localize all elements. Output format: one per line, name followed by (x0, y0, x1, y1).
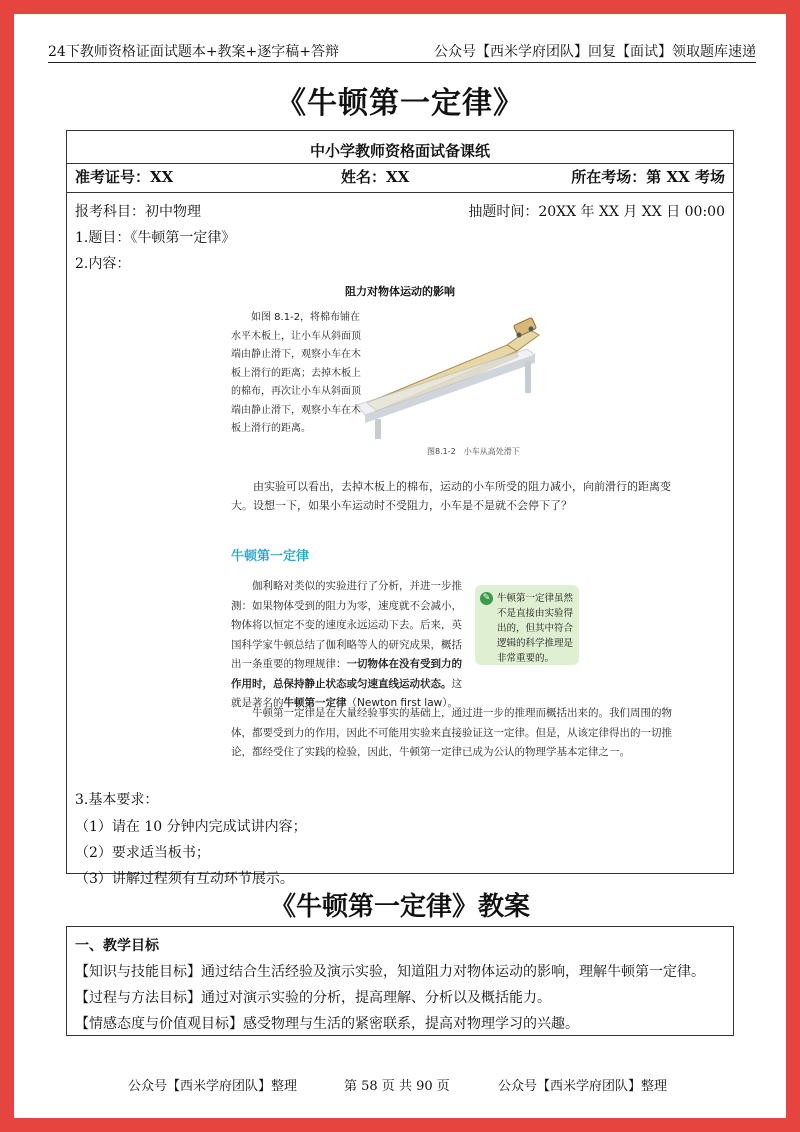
document-page (14, 14, 786, 1118)
footer-left: 公众号【西米学府团队】整理 (128, 1079, 298, 1094)
law-name: 牛顿第一定律 (283, 697, 347, 709)
footer-right: 公众号【西米学府团队】整理 (498, 1079, 668, 1094)
requirement-item: （2）要求适当板书； (75, 845, 210, 861)
textbook-paragraph: 由实验可以看出，去掉木板上的棉布，运动的小车所受的阻力减小，向前滑行的距离变大。设想一下，如果小车运动时不受阻力，小车是不是就不会停下了？ (231, 480, 671, 512)
textbook-subheading: 牛顿第一定律 (231, 549, 310, 564)
textbook-heading: 阻力对物体运动的影响 (345, 285, 455, 298)
requirement-item: （3）讲解过程须有互动环节展示。 (75, 871, 294, 887)
content-label: 2.内容： (75, 256, 131, 272)
lesson-plan-title: 《牛顿第一定律》教案 (269, 892, 530, 922)
goal-item: 【知识与技能目标】通过结合生活经验及演示实验，知道阻力对物体运动的影响，理解牛顿第一定律。 (75, 964, 705, 980)
candidate-name: 姓名：XX (341, 168, 410, 186)
prep-sheet-title: 中小学教师资格面试备课纸 (309, 142, 490, 160)
exam-number: 准考证号：XX (75, 168, 174, 186)
goal-item: 【情感态度与价值观目标】感受物理与生活的紧密联系，提高对物理学习的兴趣。 (75, 1016, 579, 1032)
goal-item: 【过程与方法目标】通过对演示实验的分析，提高理解、分析以及概括能力。 (75, 990, 551, 1006)
draw-time-text: 抽题时间：20XX 年 XX 月 XX 日 00:00 (468, 204, 725, 220)
paragraph-text: 这就是著名的 (231, 677, 462, 709)
paragraph-text: 伽利略对类似的实验进行了分析，并进一步推测：如果物体受到的阻力为零，速度就不会减小，物体将以恒定不变的速度永远运动下去。后来，英国科学家牛顿总结了伽利略等人的研究成果，概括出一条重要的物理规律： (231, 580, 462, 670)
goals-heading: 一、教学目标 (75, 938, 159, 954)
side-note (475, 585, 579, 665)
header-left-text: 24下教师资格证面试题本+教案+逐字稿+答辩 (48, 44, 340, 60)
divider (67, 192, 733, 193)
textbook-paragraph (231, 577, 463, 714)
exam-venue: 所在考场：第 XX 考场 (571, 168, 725, 186)
side-note-text: 牛顿第一定律虽然不是直接由实验得出的，但其中符合逻辑的科学推理是非常重要的。 (497, 593, 574, 664)
paragraph-text: （Newton first law）。 (346, 697, 458, 709)
divider (67, 163, 733, 164)
ramp-experiment-illustration (357, 311, 542, 441)
textbook-paragraph: 如图 8.1-2，将棉布铺在水平木板上，让小车从斜面顶端由静止滑下，观察小车在木板上滑行的距离；去掉木板上的棉布，再次让小车从斜面顶端由静止滑下，观察小车在木板上滑行的距离。 (231, 312, 361, 434)
lesson-plan-card (66, 926, 734, 1036)
subject-text: 报考科目：初中物理 (75, 204, 201, 220)
page-title: 《牛顿第一定律》 (276, 86, 524, 121)
leaf-icon: ✎ (480, 592, 493, 605)
requirements-label: 3.基本要求： (75, 792, 159, 808)
law-statement: 一切物体在没有受到力的作用时，总保持静止状态或匀速直线运动状态。 (231, 658, 462, 690)
topic-text: 1.题目：《牛顿第一定律》 (75, 230, 236, 246)
figure-caption: 图8.1-2 小车从高处滑下 (427, 447, 520, 456)
header-right-text: 公众号【西米学府团队】回复【面试】领取题库速递 (434, 44, 756, 60)
page-number: 第 58 页 共 90 页 (344, 1079, 450, 1094)
prep-sheet-card (66, 130, 734, 887)
requirement-item: （1）请在 10 分钟内完成试讲内容； (75, 819, 307, 835)
textbook-paragraph: 牛顿第一定律是在大量经验事实的基础上，通过进一步的推理而概括出来的。我们周围的物体，都要受到力的作用，因此不可能用实验来直接验证这一定律。但是，从该定律得出的一切推论，都经受住了实践的检验，因此，牛顿第一定律已成为公认的物理学基本定律之一。 (231, 707, 672, 758)
header-divider (48, 62, 756, 63)
